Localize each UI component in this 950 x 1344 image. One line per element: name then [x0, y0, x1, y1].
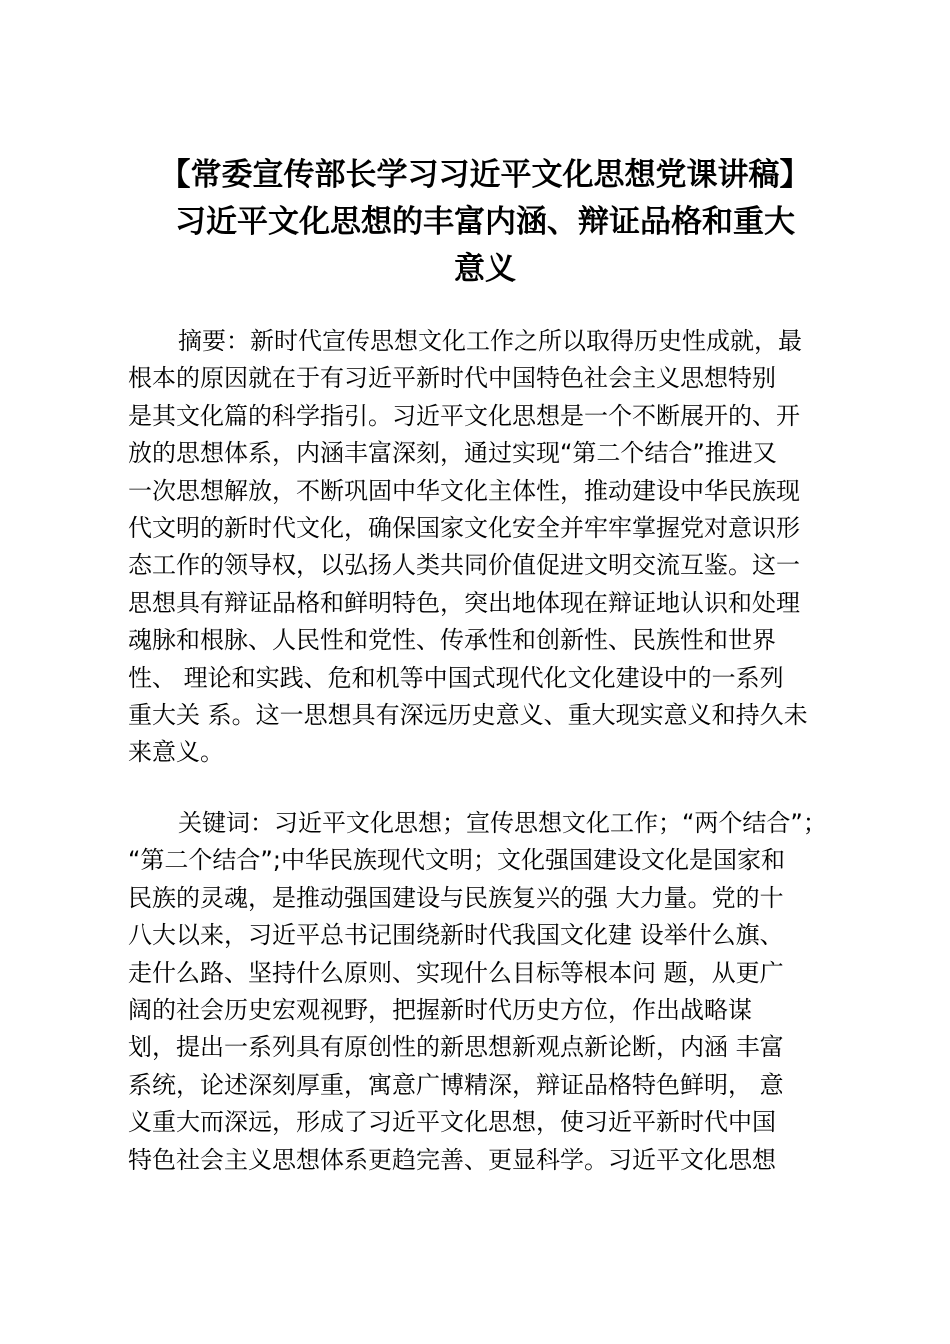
abstract-line: 根本的原因就在于有习近平新时代中国特色社会主义思想特别 [128, 364, 776, 393]
keywords-line: 走什么路、坚持什么原则、实现什么目标等根本问 题，从更广 [128, 958, 784, 987]
keywords-line: 划，提出一系列具有原创性的新思想新观点新论断，内涵 丰富 [128, 1033, 784, 1062]
keywords-line: “第二个结合”;中华民族现代文明；文化强国建设文化是国家和 [128, 846, 785, 875]
keywords-line: 义重大而深远，形成了习近平文化思想，使习近平新时代中国 [128, 1108, 776, 1137]
keywords-line: 关键词：习近平文化思想；宣传思想文化工作；“两个结合”； [178, 809, 827, 837]
keywords-line: 民族的灵魂，是推动强国建设与民族复兴的强 大力量。党的十 [128, 883, 784, 912]
keywords-line: 特色社会主义思想体系更趋完善、更显科学。习近平文化思想 [128, 1145, 776, 1174]
abstract-line: 来意义。 [128, 738, 224, 767]
abstract-line: 重大关 系。这一思想具有深远历史意义、重大现实意义和持久未 [128, 700, 808, 729]
abstract-line: 代文明的新时代文化，确保国家文化安全并牢牢掌握党对意识形 [128, 513, 800, 542]
abstract-line: 魂脉和根脉、人民性和党性、传承性和创新性、民族性和世界 [128, 626, 776, 655]
document-title [120, 152, 850, 293]
keywords-paragraph [128, 805, 833, 1179]
abstract-line: 是其文化篇的科学指引。习近平文化思想是一个不断展开的、开 [128, 401, 800, 430]
title-line: 习近平文化思想的丰富内涵、辩证品格和重大 [175, 204, 795, 240]
keywords-line: 阔的社会历史宏观视野，把握新时代历史方位，作出战略谋 [128, 995, 752, 1024]
abstract-line: 态工作的领导权，以弘扬人类共同价值促进文明交流互鉴。这一 [128, 551, 800, 580]
keywords-line: 系统，论述深刻厚重，寓意广博精深，辩证品格特色鲜明， 意 [128, 1070, 784, 1099]
title-line: 意义 [454, 251, 516, 287]
abstract-line: 性、 理论和实践、危和机等中国式现代化文化建设中的一系列 [128, 663, 784, 692]
abstract-line: 放的思想体系，内涵丰富深刻，通过实现“第二个结合”推进又 [128, 439, 777, 468]
abstract-line: 思想具有辩证品格和鲜明特色，突出地体现在辩证地认识和处理 [128, 588, 800, 617]
abstract-line: 一次思想解放，不断巩固中华文化主体性，推动建设中华民族现 [128, 476, 800, 505]
abstract-paragraph [128, 323, 833, 772]
title-line: 【常委宣传部长学习习近平文化思想党课讲稿】 [159, 157, 811, 193]
abstract-line: 摘要：新时代宣传思想文化工作之所以取得历史性成就，最 [178, 327, 802, 355]
keywords-line: 八大以来，习近平总书记围绕新时代我国文化建 设举什么旗、 [128, 921, 784, 950]
